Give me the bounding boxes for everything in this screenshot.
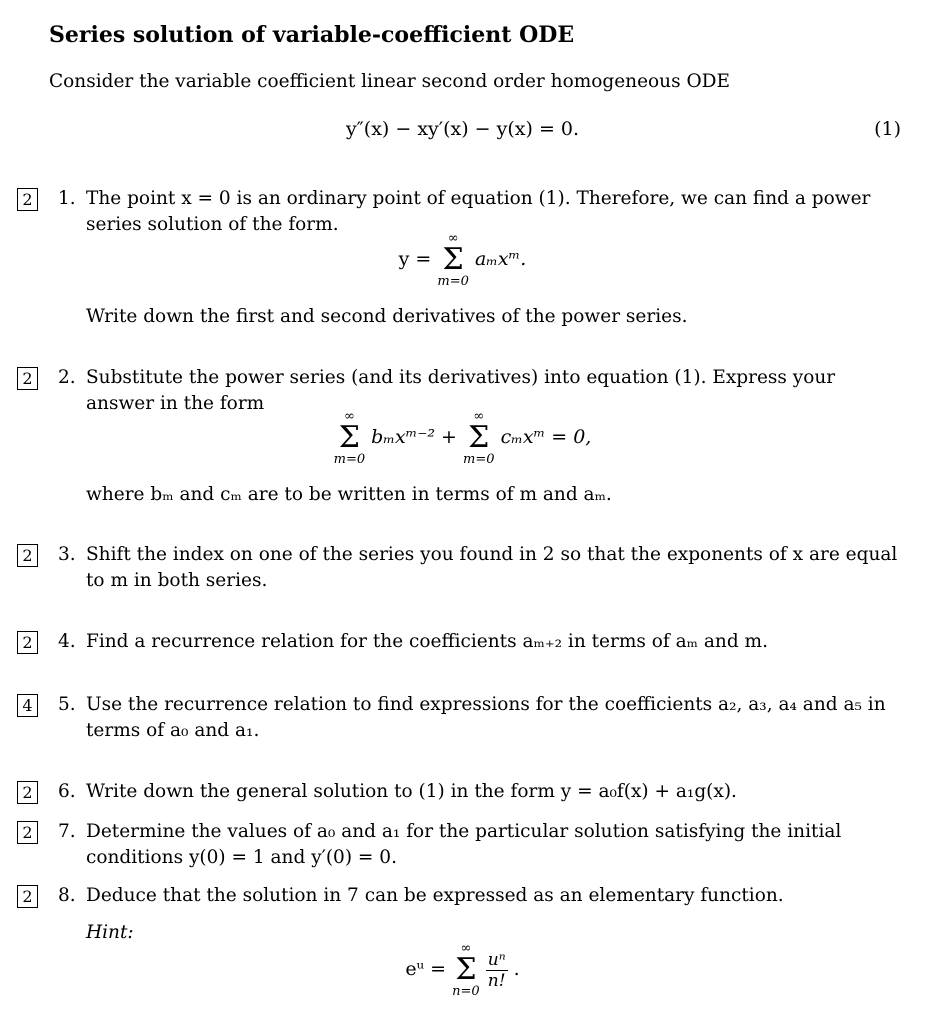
summation-symbol: ∞ Σ n=0 <box>452 941 480 999</box>
eq-lhs: y = <box>398 248 432 270</box>
equation-exponential-series <box>0 942 925 998</box>
eq-term: aₘxᵐ. <box>474 248 527 270</box>
question-number: 6. <box>58 781 76 802</box>
question-number: 5. <box>58 694 76 715</box>
equation-substituted-form <box>0 410 925 466</box>
question-text: Find a recurrence relation for the coefficients aₘ₊₂ in terms of aₘ and m. <box>86 631 768 652</box>
question-text: Use the recurrence relation to find expressions for the coefficients a₂, a₃, a₄ and a₅ in terms of a₀ and a₁. <box>86 694 886 741</box>
marks-box: 4 <box>17 694 38 717</box>
marks-box: 2 <box>17 367 38 390</box>
marks-box: 2 <box>17 821 38 844</box>
eq-lhs: eᵘ = <box>405 958 447 980</box>
question-number: 3. <box>58 544 76 565</box>
summation-symbol: ∞ Σ m=0 <box>463 409 495 467</box>
question-number: 1. <box>58 188 76 209</box>
eq-end: . <box>513 958 520 980</box>
main-equation-tag: (1) <box>874 118 901 140</box>
summation-symbol: ∞ Σ m=0 <box>333 409 366 467</box>
page-title: Series solution of variable-coefficient ODE <box>49 22 575 48</box>
question-number: 4. <box>58 631 76 652</box>
equation-power-series <box>0 232 925 288</box>
question-number: 2. <box>58 367 76 388</box>
summation-symbol: ∞ Σ m=0 <box>437 231 469 289</box>
question-text: Determine the values of a₀ and a₁ for the particular solution satisfying the initial conditions y(0) = 1 and y′(0) = 0. <box>86 821 842 868</box>
question-number: 7. <box>58 821 76 842</box>
marks-box: 2 <box>17 885 38 908</box>
question-text: Substitute the power series (and its derivatives) into equation (1). Express your answer in the form <box>86 367 836 414</box>
question-text: The point x = 0 is an ordinary point of equation (1). Therefore, we can find a power series solution of the form. <box>86 188 871 235</box>
marks-box: 2 <box>17 544 38 567</box>
eq-term-c: cₘxᵐ = 0, <box>500 426 592 448</box>
marks-box: 2 <box>17 188 38 211</box>
marks-box: 2 <box>17 631 38 654</box>
hint-label: Hint: <box>86 922 134 943</box>
eq-plus: + <box>441 426 457 448</box>
marks-box: 2 <box>17 781 38 804</box>
question-text: Shift the index on one of the series you found in 2 so that the exponents of x are equal to m in both series. <box>86 544 898 591</box>
question-followup: where bₘ and cₘ are to be written in terms of m and aₘ. <box>86 484 612 505</box>
question-followup: Write down the first and second derivatives of the power series. <box>86 306 688 327</box>
fraction: $\frac{\text{uⁿ}}{n!}$ <box>487 949 506 991</box>
main-equation: y″(x) − xy′(x) − y(x) = 0. <box>345 118 580 140</box>
eq-term-b: bₘxᵐ⁻² <box>371 426 435 448</box>
intro-text: Consider the variable coefficient linear second order homogeneous ODE <box>49 71 730 92</box>
question-number: 8. <box>58 885 76 906</box>
question-text: Write down the general solution to (1) in the form y = a₀f(x) + a₁g(x). <box>86 781 737 802</box>
question-text: Deduce that the solution in 7 can be expressed as an elementary function. <box>86 885 784 906</box>
